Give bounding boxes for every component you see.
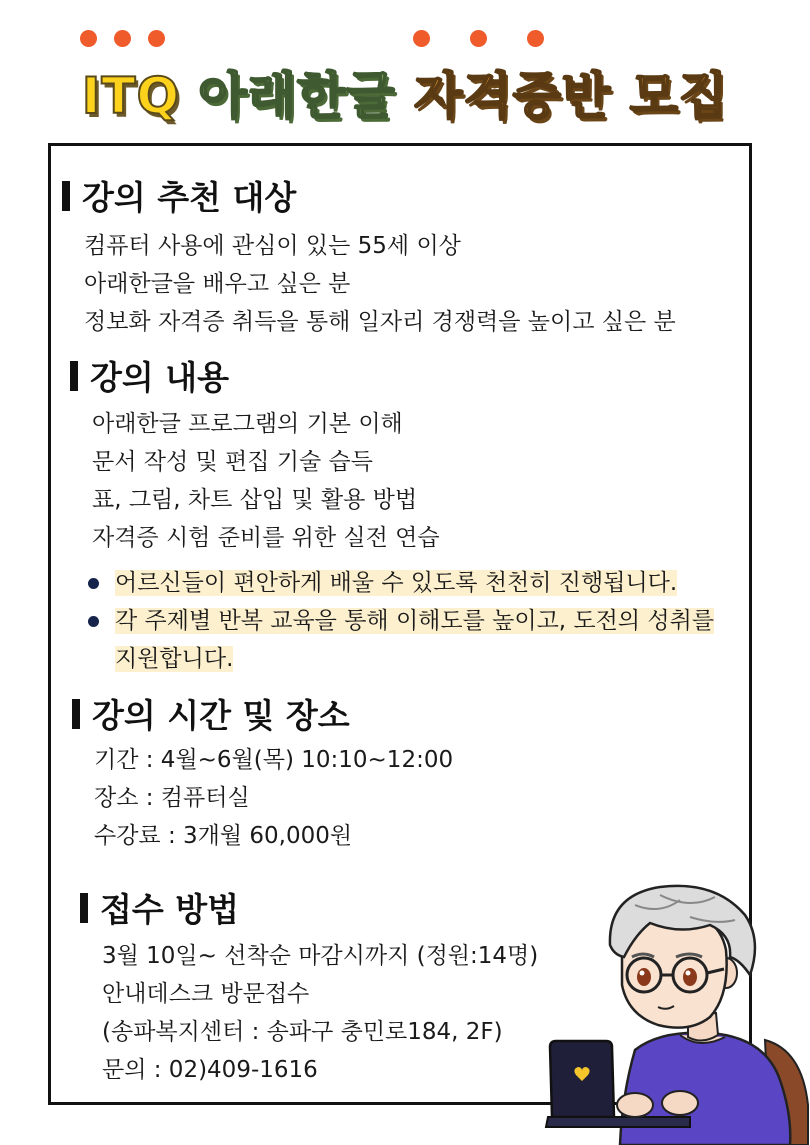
apply-line: 3월 10일~ 선착순 마감시까지 (정원:14명) [102, 943, 539, 969]
schedule-line: 기간 : 4월~6월(목) 10:10~12:00 [94, 747, 454, 773]
bullet-text: 어르신들이 편안하게 배울 수 있도록 천천히 진행됩니다. [115, 570, 678, 596]
heading-bar [80, 893, 88, 923]
bullet-text-cont: 지원합니다. [115, 646, 234, 672]
heading-bar [70, 361, 78, 391]
section-heading [72, 690, 453, 737]
section-heading [80, 884, 538, 931]
schedule-line: 장소 : 컴퓨터실 [94, 785, 250, 811]
heading-text: 강의 내용 [90, 358, 230, 397]
schedule-line: 수강료 : 3개월 60,000원 [94, 823, 353, 849]
section-target [62, 172, 676, 341]
content-line: 문서 작성 및 편집 기술 습득 [92, 449, 373, 475]
bullet-text: 각 주제별 반복 교육을 통해 이해도를 높이고, 도전의 성취를 [115, 608, 715, 634]
title-hangul: 아래한글 [198, 67, 396, 125]
section-heading [62, 172, 676, 219]
content-line: 자격증 시험 준비를 위한 실전 연습 [92, 525, 440, 551]
target-line: 컴퓨터 사용에 관심이 있는 55세 이상 [84, 233, 461, 259]
section-apply [80, 884, 538, 1089]
section-content [70, 352, 440, 557]
bullet-item [88, 602, 748, 678]
senior-laptop-illustration [540, 865, 810, 1145]
content-line: 아래한글 프로그램의 기본 이해 [92, 411, 403, 437]
bullet-dot-icon [88, 616, 99, 627]
heading-bar [62, 181, 70, 211]
heading-text: 강의 추천 대상 [82, 178, 297, 217]
bullet-item [88, 564, 748, 602]
apply-line: 문의 : 02)409-1616 [102, 1057, 318, 1083]
title-itq: ITQ [81, 67, 180, 125]
bullet-dot-icon [88, 578, 99, 589]
highlight-bullets [88, 564, 748, 678]
apply-line: 안내데스크 방문접수 [102, 981, 310, 1007]
poster-title [0, 56, 810, 128]
target-line: 아래한글을 배우고 싶은 분 [84, 271, 351, 297]
decorative-dots-left [80, 30, 165, 47]
section-schedule [72, 690, 453, 855]
heading-text: 강의 시간 및 장소 [92, 696, 350, 735]
target-line: 정보화 자격증 취득을 통해 일자리 경쟁력을 높이고 싶은 분 [84, 309, 676, 335]
content-line: 표, 그림, 차트 삽입 및 활용 방법 [92, 487, 418, 513]
decorative-dots-right [413, 30, 544, 47]
heading-text: 접수 방법 [100, 890, 240, 929]
heading-bar [72, 699, 80, 729]
apply-line: (송파복지센터 : 송파구 충민로184, 2F) [102, 1019, 503, 1045]
section-heading [70, 352, 440, 399]
title-recruit: 자격증반 모집 [414, 67, 729, 125]
